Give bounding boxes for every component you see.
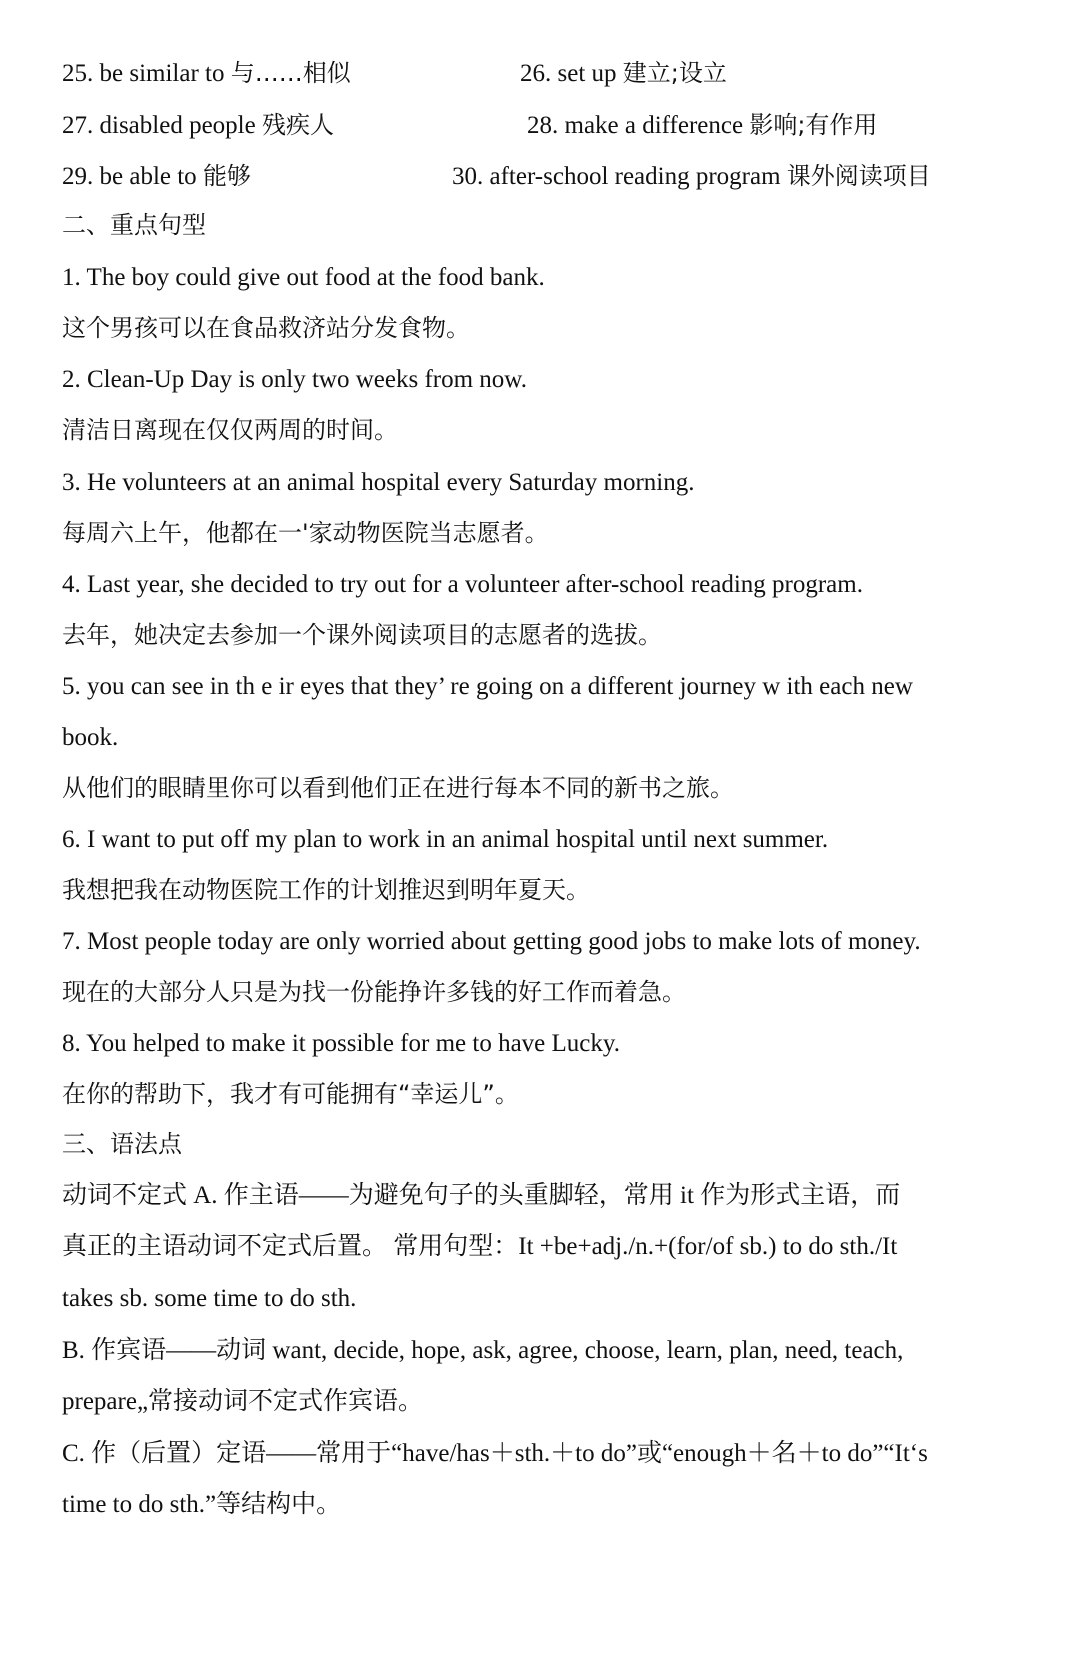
grammar-line-5: prepare„常接动词不定式作宾语。 xyxy=(62,1388,424,1415)
sentence-5-english-continued: book. xyxy=(62,724,119,751)
sentence-3-chinese: 每周六上午，他都在一'家动物医院当志愿者。 xyxy=(62,519,549,547)
sentence-8-chinese: 在你的帮助下，我才有可能拥有“幸运儿”。 xyxy=(62,1080,519,1108)
phrase-25 xyxy=(62,58,351,89)
phrase-number: 29. xyxy=(62,163,94,190)
phrase-27 xyxy=(62,110,334,141)
sentence-7-english: 7. Most people today are only worried about getting good jobs to make lots of money. xyxy=(62,928,921,955)
sentence-3-english: 3. He volunteers at an animal hospital every Saturday morning. xyxy=(62,469,695,496)
phrase-english: be similar to xyxy=(99,60,225,87)
phrase-english: set up xyxy=(557,60,617,87)
phrase-number: 25. xyxy=(62,60,94,87)
phrase-english: make a difference xyxy=(564,112,744,139)
section-heading-key-sentences: 二、重点句型 xyxy=(62,211,206,239)
grammar-line-2: 真正的主语动词不定式后置。 常用句型：It +be+adj./n.+(for/of sb.) to do sth./It xyxy=(62,1233,898,1260)
sentence-8-english: 8. You helped to make it possible for me to have Lucky. xyxy=(62,1030,621,1057)
phrase-number: 28. xyxy=(527,112,559,139)
sentence-1-english: 1. The boy could give out food at the food bank. xyxy=(62,264,545,291)
phrase-number: 27. xyxy=(62,112,94,139)
sentence-4-english: 4. Last year, she decided to try out for a volunteer after-school reading program. xyxy=(62,571,863,598)
phrase-chinese: 影响;有作用 xyxy=(749,111,878,139)
phrase-english: after-school reading program xyxy=(489,163,781,190)
phrase-29 xyxy=(62,161,251,192)
sentence-1-chinese: 这个男孩可以在食品救济站分发食物。 xyxy=(62,314,470,342)
phrase-english: disabled people xyxy=(99,112,256,139)
sentence-4-chinese: 去年，她决定去参加一个课外阅读项目的志愿者的选拔。 xyxy=(62,621,662,649)
sentence-2-chinese: 清洁日离现在仅仅两周的时间。 xyxy=(62,416,398,444)
phrase-chinese: 能够 xyxy=(202,162,251,190)
phrase-chinese: 课外阅读项目 xyxy=(786,162,931,190)
grammar-line-6: C. 作（后置）定语——常用于“have/has＋sth.＋to do”或“enough＋名＋to do”“It‘s xyxy=(62,1440,928,1467)
phrase-chinese: 残疾人 xyxy=(261,111,334,139)
phrase-english: be able to xyxy=(99,163,197,190)
sentence-7-chinese: 现在的大部分人只是为找一份能挣许多钱的好工作而着急。 xyxy=(62,978,686,1006)
phrase-chinese: 与……相似 xyxy=(230,59,351,87)
phrase-number: 30. xyxy=(452,163,484,190)
sentence-6-english: 6. I want to put off my plan to work in an animal hospital until next summer. xyxy=(62,826,829,853)
grammar-line-3: takes sb. some time to do sth. xyxy=(62,1285,357,1312)
sentence-5-english: 5. you can see in th e ir eyes that they’ re going on a different journey w ith each new xyxy=(62,673,913,700)
sentence-6-chinese: 我想把我在动物医院工作的计划推迟到明年夏天。 xyxy=(62,876,590,904)
grammar-line-7: time to do sth.”等结构中。 xyxy=(62,1491,342,1518)
phrase-chinese: 建立;设立 xyxy=(622,59,727,87)
section-heading-grammar: 三、语法点 xyxy=(62,1130,182,1158)
phrase-26 xyxy=(520,58,727,89)
grammar-line-4: B. 作宾语——动词 want, decide, hope, ask, agree, choose, learn, plan, need, teach, xyxy=(62,1337,904,1364)
sentence-5-chinese: 从他们的眼睛里你可以看到他们正在进行每本不同的新书之旅。 xyxy=(62,774,734,802)
phrase-30 xyxy=(452,161,931,192)
phrase-28 xyxy=(527,110,877,141)
sentence-2-english: 2. Clean-Up Day is only two weeks from now. xyxy=(62,366,527,393)
grammar-line-1: 动词不定式 A. 作主语——为避免句子的头重脚轻，常用 it 作为形式主语，而 xyxy=(62,1182,901,1209)
phrase-number: 26. xyxy=(520,60,552,87)
